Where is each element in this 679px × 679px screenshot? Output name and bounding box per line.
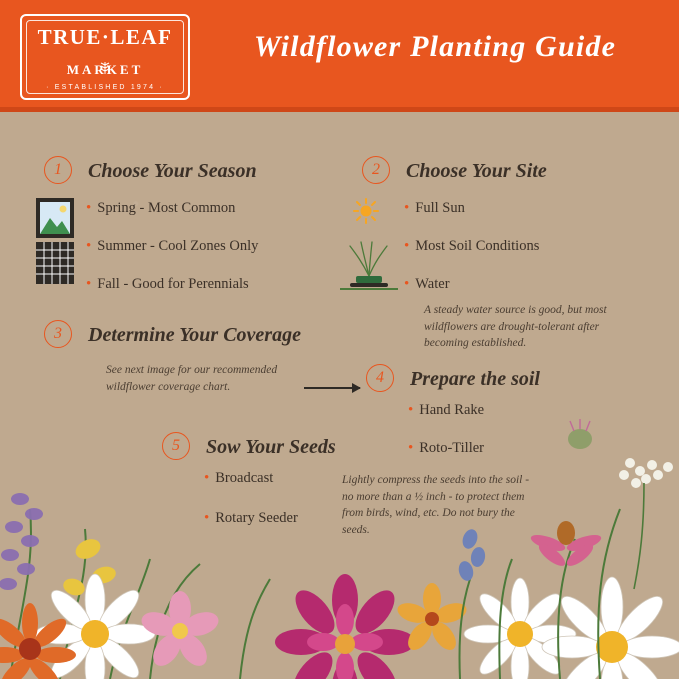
wheat-icon <box>95 60 115 76</box>
step-3-number: 3 <box>44 320 72 348</box>
step-2-bullet-1 <box>404 238 539 255</box>
step-1-title: Choose Your Season <box>88 160 257 182</box>
bullet-dot: • <box>204 510 210 526</box>
sprinkler-icon <box>336 236 402 298</box>
step-1-bullet-1 <box>86 238 258 255</box>
step-1-bullet-1-label: Summer - Cool Zones Only <box>97 238 259 254</box>
step-2-bullet-0-label: Full Sun <box>415 200 465 216</box>
calendar-icon <box>34 196 76 286</box>
page-title: Wildflower Planting Guide <box>253 30 617 63</box>
step-1-bullet-2 <box>86 276 249 293</box>
step-2-bullet-2-label: Water <box>415 276 450 292</box>
bullet-dot: • <box>86 238 92 254</box>
bullet-dot: • <box>204 470 210 486</box>
header-bar <box>0 0 679 112</box>
step-5-number: 5 <box>162 432 190 460</box>
step-1-bullet-0 <box>86 200 235 217</box>
step-4-title: Prepare the soil <box>410 368 540 390</box>
step-2-note: A steady water source is good, but most wildflowers are drought-tolerant after becoming established. <box>424 304 607 350</box>
brand-logo[interactable] <box>20 14 190 100</box>
step-2-bullet-2 <box>404 276 450 293</box>
flower-border-illustration <box>0 379 679 679</box>
step-2-number: 2 <box>362 156 390 184</box>
step-5-title: Sow Your Seeds <box>206 436 336 458</box>
step-2-bullet-1-label: Most Soil Conditions <box>415 238 540 254</box>
brand-established: · ESTABLISHED 1974 · <box>46 84 164 91</box>
step-5-bullet-1-label: Rotary Seeder <box>215 510 298 526</box>
bullet-dot: • <box>404 276 410 292</box>
step-2-bullet-0 <box>404 200 465 217</box>
bullet-dot: • <box>404 200 410 216</box>
bullet-dot: • <box>86 200 92 216</box>
step-4-bullet-0-label: Hand Rake <box>419 402 485 418</box>
step-4-bullet-1-label: Roto-Tiller <box>419 440 484 456</box>
step-1-bullet-0-label: Spring - Most Common <box>97 200 236 216</box>
brand-name-bottom: MARKET <box>66 62 144 77</box>
bullet-dot: • <box>408 440 414 456</box>
step-4-number: 4 <box>366 364 394 392</box>
bullet-dot: • <box>86 276 92 292</box>
step-3-note: See next image for our recommended wildflower coverage chart. <box>106 364 278 393</box>
brand-name-top: TRUE·LEAF <box>37 25 173 49</box>
step-5-bullet-0-label: Broadcast <box>215 470 274 486</box>
step-3-title: Determine Your Coverage <box>88 324 301 346</box>
bullet-dot: • <box>404 238 410 254</box>
sun-icon <box>352 198 380 224</box>
step-1-bullet-2-label: Fall - Good for Perennials <box>97 276 249 292</box>
step-2-title: Choose Your Site <box>406 160 547 182</box>
step-1-number: 1 <box>44 156 72 184</box>
step-5-note: Lightly compress the seeds into the soil - no more than a ½ inch - to protect them from birds, wind, etc. Do not bury the seeds. <box>342 474 530 537</box>
bullet-dot: • <box>408 402 414 418</box>
